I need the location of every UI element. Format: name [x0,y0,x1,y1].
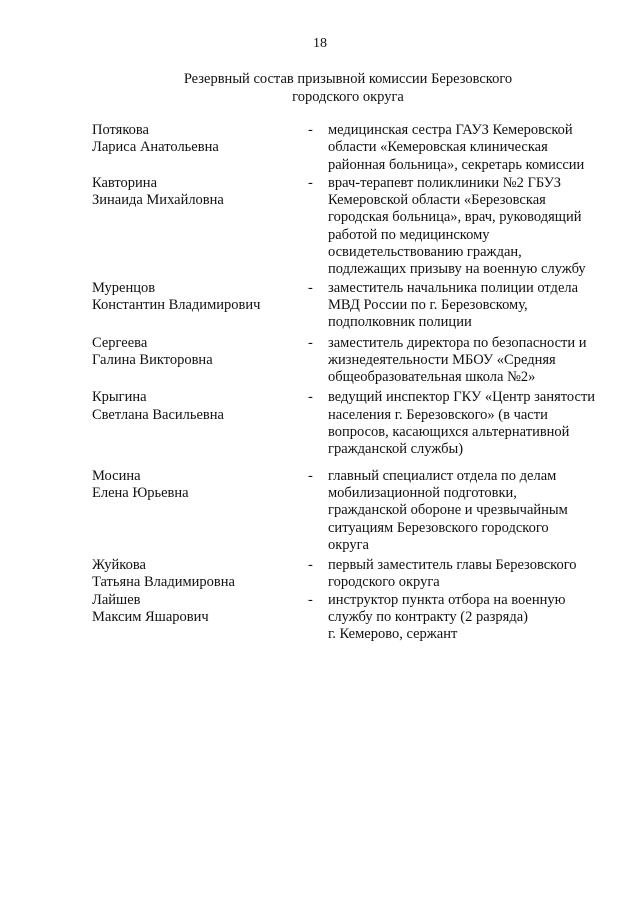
member-dash: - [308,389,313,406]
page-number: 18 [313,36,327,51]
member-name [92,468,308,503]
member-entry [92,592,612,644]
document-title [0,71,640,106]
member-position [328,280,612,332]
member-position [328,592,612,644]
member-position-line: мобилизационной подготовки, [328,484,517,501]
member-position [328,122,612,174]
member-position-line: работой по медицинскому [328,226,490,243]
member-given-names: Максим Яшарович [92,609,209,626]
member-given-names: Галина Викторовна [92,351,213,368]
member-given-names: Светлана Васильевна [92,406,224,423]
member-dash: - [308,591,313,608]
member-surname: Кавторина [92,174,158,191]
member-name [92,335,308,370]
member-name [92,592,308,627]
member-position-line: первый заместитель главы Березовского [328,557,577,574]
member-position-line: области «Кемеровская клиническая [328,139,548,156]
member-position-line: медицинская сестра ГАУЗ Кемеровской [328,122,573,138]
member-dash: - [308,334,313,351]
member-position-line: заместитель начальника полиции отдела [328,279,579,296]
member-position-line: врач-терапевт поликлиники №2 ГБУЗ [328,174,562,191]
member-position-line: городская больница», врач, руководящий [328,209,582,226]
member-position-line: подполковник полиции [328,314,472,331]
commission-member-list [92,122,612,644]
member-surname: Лайшев [92,591,141,608]
member-entry [92,175,612,279]
member-position-line: инструктор пункта отбора на военную [328,591,566,608]
title-line-1: Резервный состав призывной комиссии Березовского [183,71,513,87]
member-surname: Муренцов [92,279,156,296]
member-position-line: службу по контракту (2 разряда) [328,609,528,626]
member-position-line: населения г. Березовского» (в части [328,406,548,423]
member-dash: - [308,467,313,484]
member-position-line: ведущий инспектор ГКУ «Центр занятости [328,389,596,406]
member-given-names: Татьяна Владимировна [92,574,235,591]
member-name [92,175,308,210]
member-position-line: заместитель директора по безопасности и [328,334,587,351]
member-position-line: г. Кемерово, сержант [328,626,458,643]
member-position-line: подлежащих призыву на военную службу [328,261,586,278]
member-position-line: районная больница», секретарь комиссии [328,156,585,173]
member-position-line: общеобразовательная школа №2» [328,369,536,386]
member-dash: - [308,279,313,296]
member-surname: Мосина [92,467,141,484]
member-position-line: городского округа [328,574,440,591]
member-position-line: главный специалист отдела по делам [328,467,557,484]
member-position-line: освидетельствованию граждан, [328,244,522,261]
member-entry [92,557,612,592]
member-entry [92,335,612,387]
member-entry [92,468,612,554]
member-name [92,557,308,592]
member-position-line: округа [328,536,369,553]
member-dash: - [308,174,313,191]
member-position-line: Кемеровской области «Березовская [328,192,546,209]
member-entry [92,389,612,458]
member-name [92,280,308,315]
member-position-line: жизнедеятельности МБОУ «Средняя [328,351,556,368]
member-position [328,557,612,592]
member-entry [92,280,612,332]
member-surname: Сергеева [92,334,148,351]
member-surname: Потякова [92,122,149,138]
member-position [328,175,612,279]
member-position-line: МВД России по г. Березовскому, [328,296,528,313]
member-name [92,122,308,157]
member-surname: Жуйкова [92,557,146,574]
member-given-names: Елена Юрьевна [92,484,189,501]
member-dash: - [308,122,313,138]
member-entry [92,122,612,174]
member-given-names: Зинаида Михайловна [92,192,224,209]
member-position [328,389,612,458]
member-given-names: Константин Владимирович [92,296,261,313]
member-dash: - [308,557,313,574]
member-position-line: гражданской службы) [328,441,464,458]
member-name [92,389,308,424]
member-position [328,468,612,554]
member-position [328,335,612,387]
member-position-line: ситуациям Березовского городского [328,519,549,536]
member-position-line: вопросов, касающихся альтернативной [328,424,570,441]
member-surname: Крыгина [92,389,147,406]
member-given-names: Лариса Анатольевна [92,139,219,156]
title-line-2: городского округа [292,88,404,105]
member-position-line: гражданской обороне и чрезвычайным [328,502,568,519]
